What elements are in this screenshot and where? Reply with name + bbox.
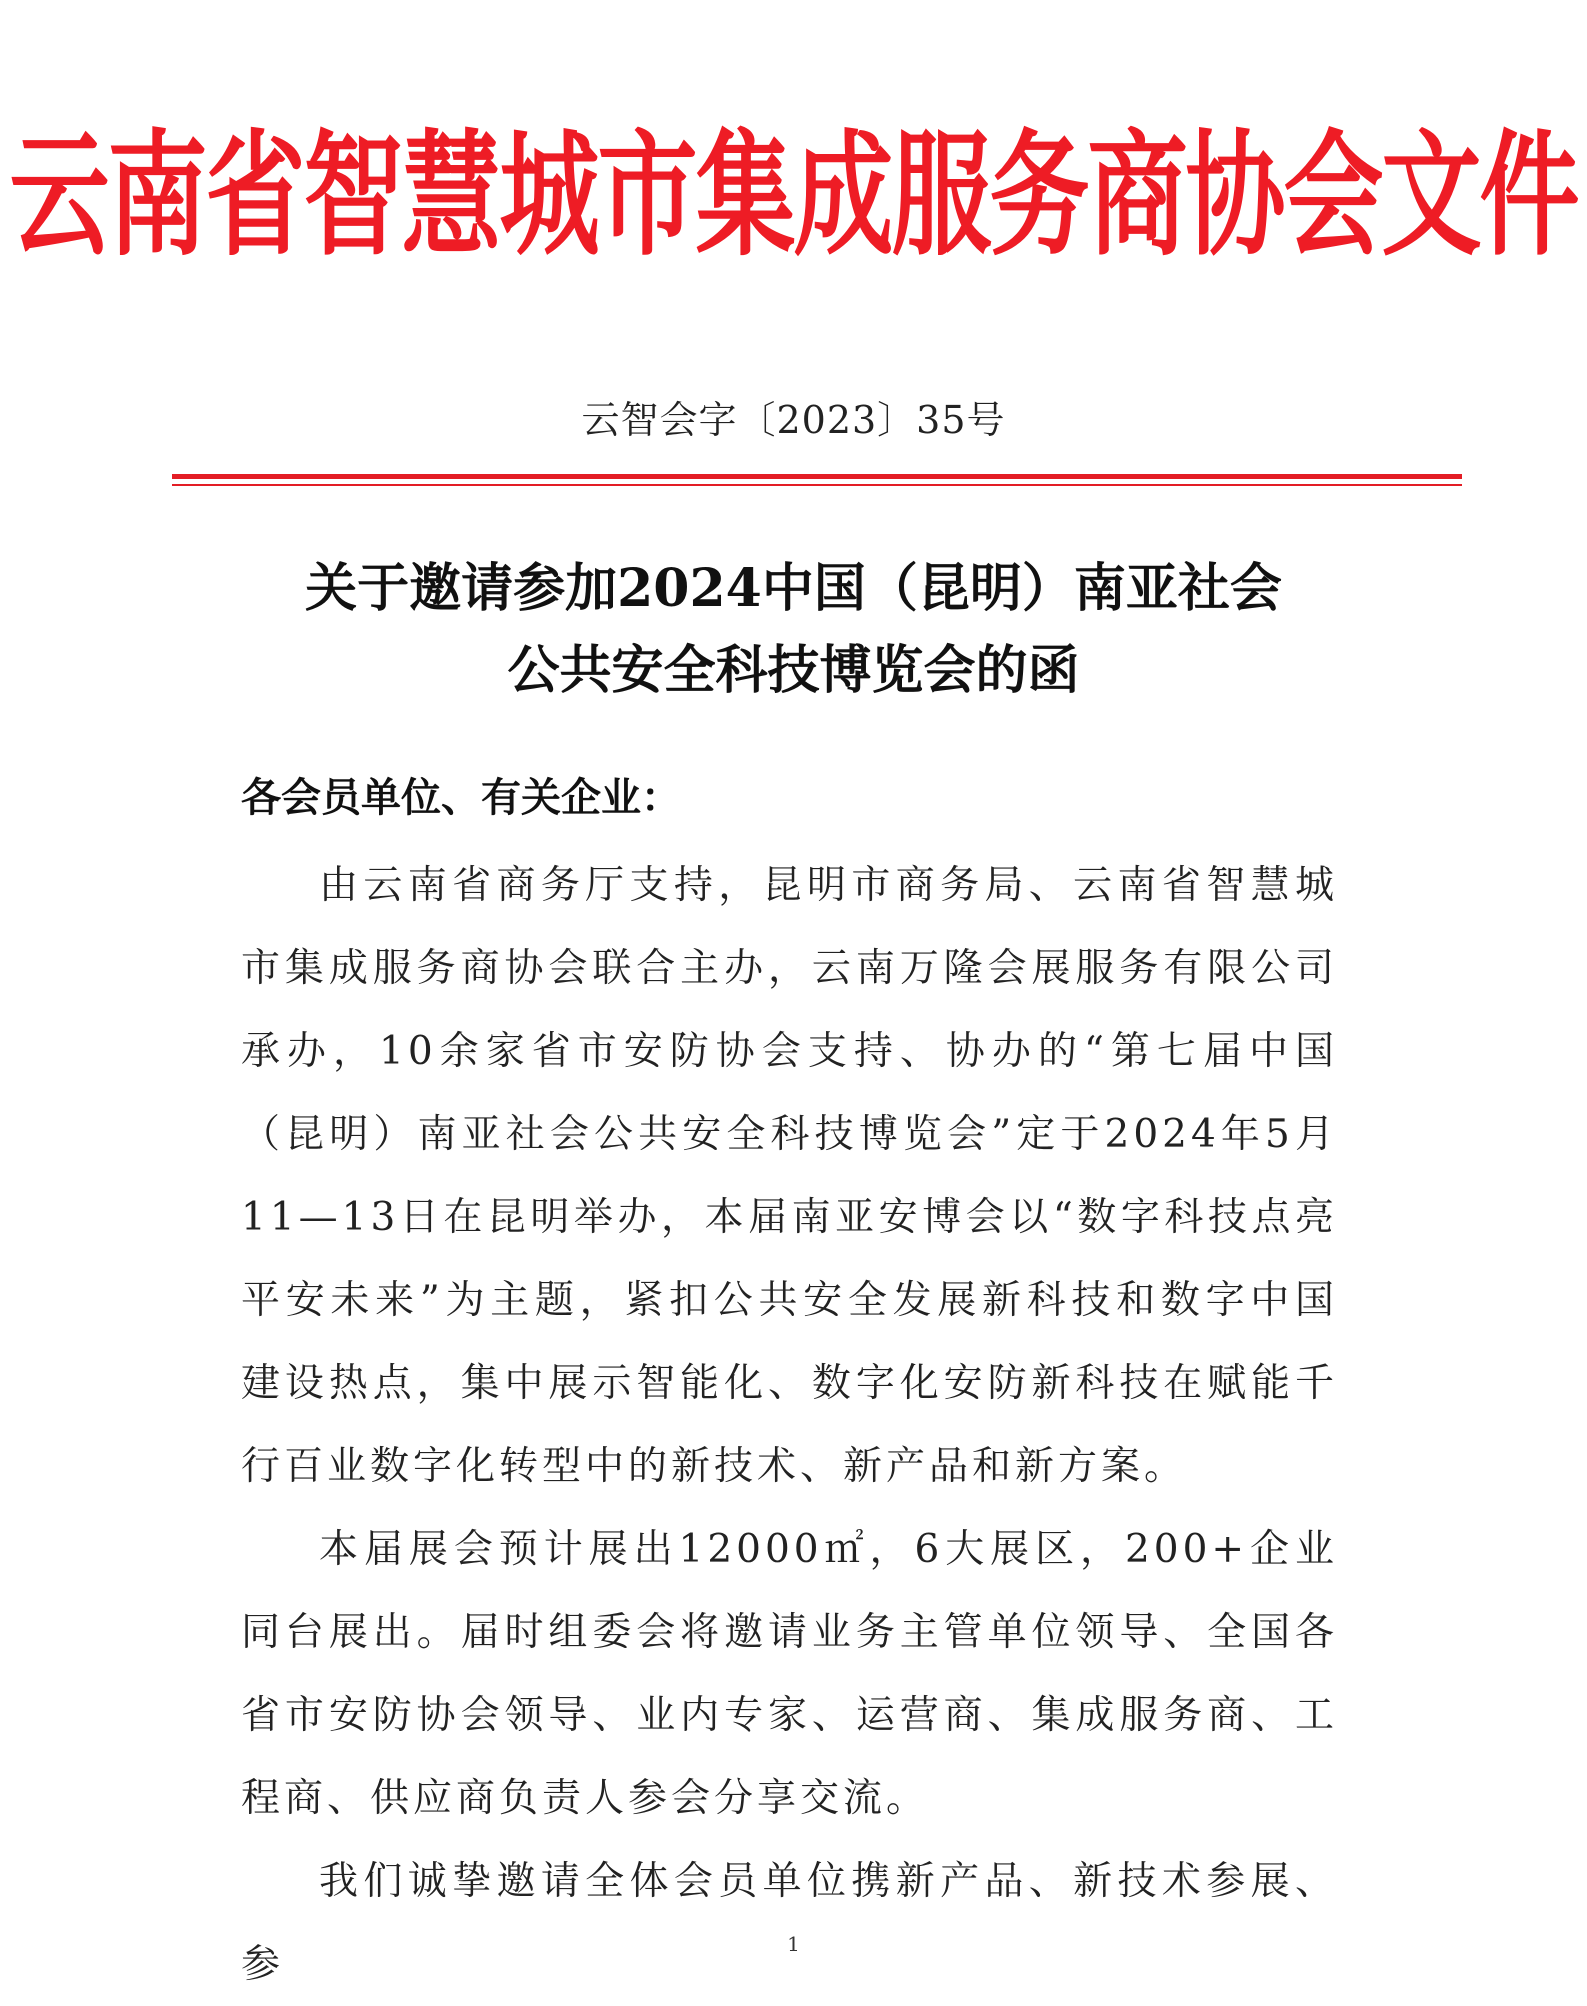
red-divider-thin <box>172 484 1462 486</box>
title-line-1: 关于邀请参加2024中国（昆明）南亚社会 <box>305 558 1282 619</box>
body-text <box>241 844 1338 2006</box>
title-line-2: 公共安全科技博览会的函 <box>507 640 1080 701</box>
document-number: 云智会字〔2023〕35号 <box>581 398 1006 442</box>
issuer-masthead: 云南省智慧城市集成服务商协会文件 <box>9 116 1578 275</box>
paragraph-3: 我们诚挚邀请全体会员单位携新产品、新技术参展、参 <box>241 1859 1338 1987</box>
paragraph-2: 本届展会预计展出12000㎡，6大展区，200+企业同台展出。届时组委会将邀请业务主管单位领导、全国各省市安防协会领导、业内专家、运营商、集成服务商、工程商、供应商负责人参会分享交流。 <box>241 1527 1338 1821</box>
document-title <box>180 548 1407 712</box>
salutation: 各会员单位、有关企业： <box>241 774 681 821</box>
red-divider-thick <box>172 474 1462 479</box>
page-number: 1 <box>787 1932 800 1956</box>
paragraph-1: 由云南省商务厅支持，昆明市商务局、云南省智慧城市集成服务商协会联合主办，云南万隆会展服务有限公司承办，10余家省市安防协会支持、协办的“第七届中国（昆明）南亚社会公共安全科技博览会”定于2024年5月11—13日在昆明举办，本届南亚安博会以“数字科技点亮平安未来”为主题，紧扣公共安全发展新科技和数字中国建设热点，集中展示智能化、数字化安防新科技在赋能千行百业数字化转型中的新技术、新产品和新方案。 <box>241 863 1338 1489</box>
